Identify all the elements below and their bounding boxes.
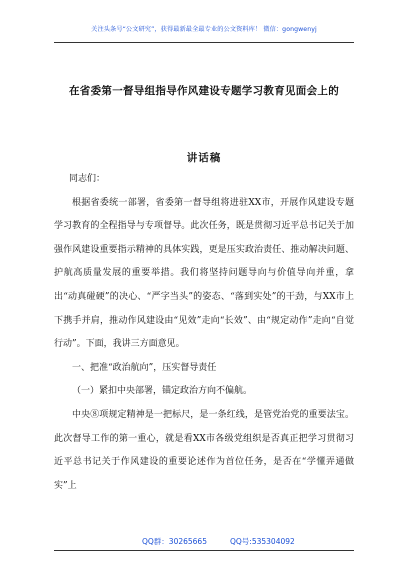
section-heading: 一、把准“政治航向”，压实督导责任: [72, 362, 217, 373]
footer-divider: [54, 550, 354, 551]
footer-qq-group: QQ群：30265665: [142, 537, 207, 546]
subsection-heading: （一）紧扣中央部署，锚定政治方向不偏航。: [72, 386, 253, 397]
page-header: [54, 14, 354, 43]
document-subtitle: 讲话稿: [186, 152, 222, 164]
footer-qq-number: QQ号:535304092: [230, 537, 295, 546]
salutation: 同志们：: [69, 174, 106, 184]
document-body: [54, 162, 354, 498]
header-promo-text: 关注头条号“公文研究”，获得最新最全最专业的公文资料库！ 微信：gongwenyj: [91, 25, 317, 33]
paragraph: 中央⑧项规定精神是一把标尺，是一条红线，是管党治党的重要法宝。此次督导工作的第一重心，就是看XX市各级党组织是否真正把学习贯彻习近平总书记关于作风建设的重要论述作为首位任务，是否在“学懂弄通做实”上: [54, 409, 354, 491]
page-footer: [54, 536, 354, 550]
paragraph: 根据省委统一部署，省委第一督导组将进驻XX市，开展作风建设专题学习教育的全程指导与专项督导。此次任务，既是贯彻习近平总书记关于加强作风建设重要指示精神的具体实践，更是压实政治责任、推动解决问题、护航高质量发展的重要举措。我们将坚持问题导向与价值导向并重，拿出“动真碰硬”的决心、“严字当头”的姿态、“落到实处”的干劲，与XX市上下携手并肩，推动作风建设由“见效”走向“长效”、由“规定动作”走向“自觉行动”。下面，我讲三方面意见。: [54, 197, 354, 350]
document-title: 在省委第一督导组指导作风建设专题学习教育见面会上的: [69, 85, 339, 97]
